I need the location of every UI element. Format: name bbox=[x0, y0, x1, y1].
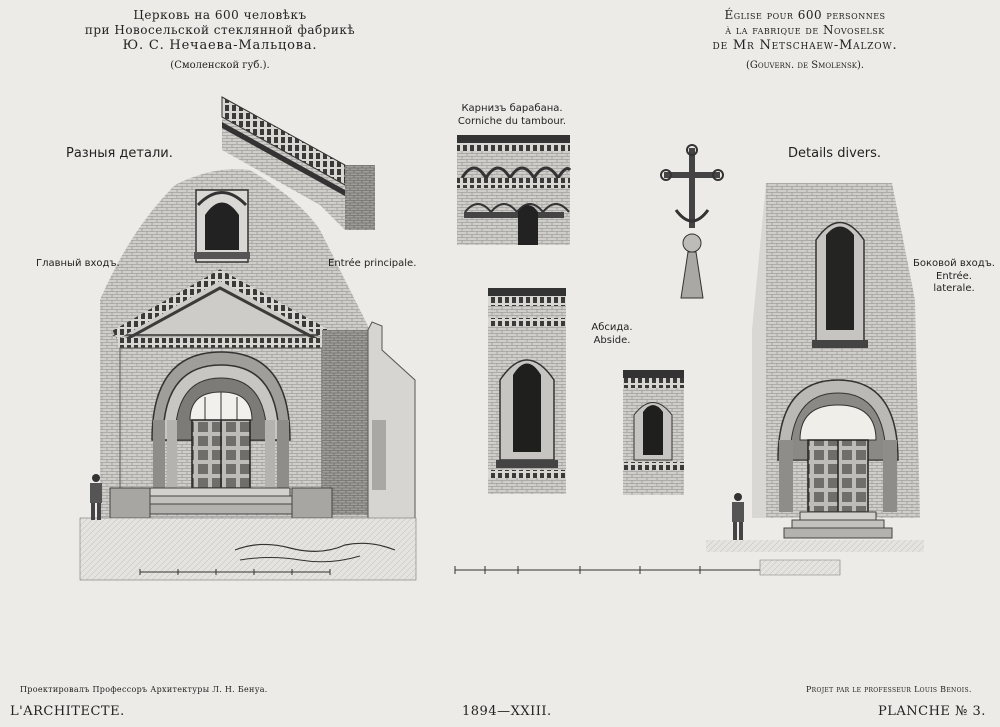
designer-credit-fr: Projet par le professeur Louis Benois. bbox=[806, 685, 972, 694]
apse-caption bbox=[590, 322, 634, 347]
details-title-fr: Details divers. bbox=[788, 146, 882, 161]
apse-small-drawing bbox=[623, 370, 684, 495]
side-entrance-caption bbox=[912, 258, 996, 296]
details-title-ru: Разныя детали. bbox=[66, 146, 173, 161]
header-fr-line3: de Mr Netschaew-Malzow. bbox=[712, 38, 898, 53]
header-fr-line4: (Gouvern. de Smolensk). bbox=[745, 60, 865, 72]
side-entrance-drawing bbox=[706, 183, 924, 575]
journal-name: L'ARCHITECTE. bbox=[10, 704, 125, 719]
main-entrance-label-ru: Главный входъ. bbox=[36, 258, 120, 269]
side-entrance-label-fr-1: Entrée. bbox=[936, 270, 972, 282]
header-ru-line1: Церковь на 600 человѣкъ bbox=[133, 8, 307, 22]
drum-cornice-caption bbox=[452, 103, 572, 128]
apse-large-drawing bbox=[488, 288, 566, 494]
header-fr-line1: Église pour 600 personnes bbox=[724, 8, 886, 22]
scale-bar bbox=[455, 566, 785, 574]
apse-label-fr: Abside. bbox=[593, 334, 631, 346]
header-ru-line2: при Новосельской стеклянной фабрикѣ bbox=[84, 23, 356, 37]
side-entrance-label-ru: Боковой входъ. bbox=[913, 258, 995, 269]
header-french bbox=[640, 8, 970, 73]
main-entrance-label-fr: Entrée principale. bbox=[328, 258, 417, 269]
header-ru-line3: Ю. С. Нечаева-Мальцова. bbox=[122, 38, 318, 53]
plate-number: PLANCHE № 3. bbox=[878, 704, 986, 719]
cross-finial bbox=[661, 145, 723, 298]
header-russian bbox=[60, 8, 380, 73]
issue-number: 1894—XXIII. bbox=[462, 704, 552, 719]
drum-cornice-label-fr: Corniche du tambour. bbox=[457, 115, 567, 127]
header-fr-line2: à la fabrique de Novoselsk bbox=[725, 23, 885, 37]
drum-cornice-drawing bbox=[457, 135, 570, 245]
header-ru-line4: (Смоленской губ.). bbox=[170, 60, 270, 72]
drum-cornice-label-ru: Карнизъ барабана. bbox=[461, 103, 563, 114]
side-entrance-label-fr-2: laterale. bbox=[933, 283, 975, 294]
designer-credit-ru: Проектировалъ Профессоръ Архитектуры Л. Н. Бенуа. bbox=[20, 685, 268, 694]
apse-label-ru: Абсида. bbox=[591, 322, 633, 333]
main-entrance-drawing bbox=[80, 169, 416, 580]
